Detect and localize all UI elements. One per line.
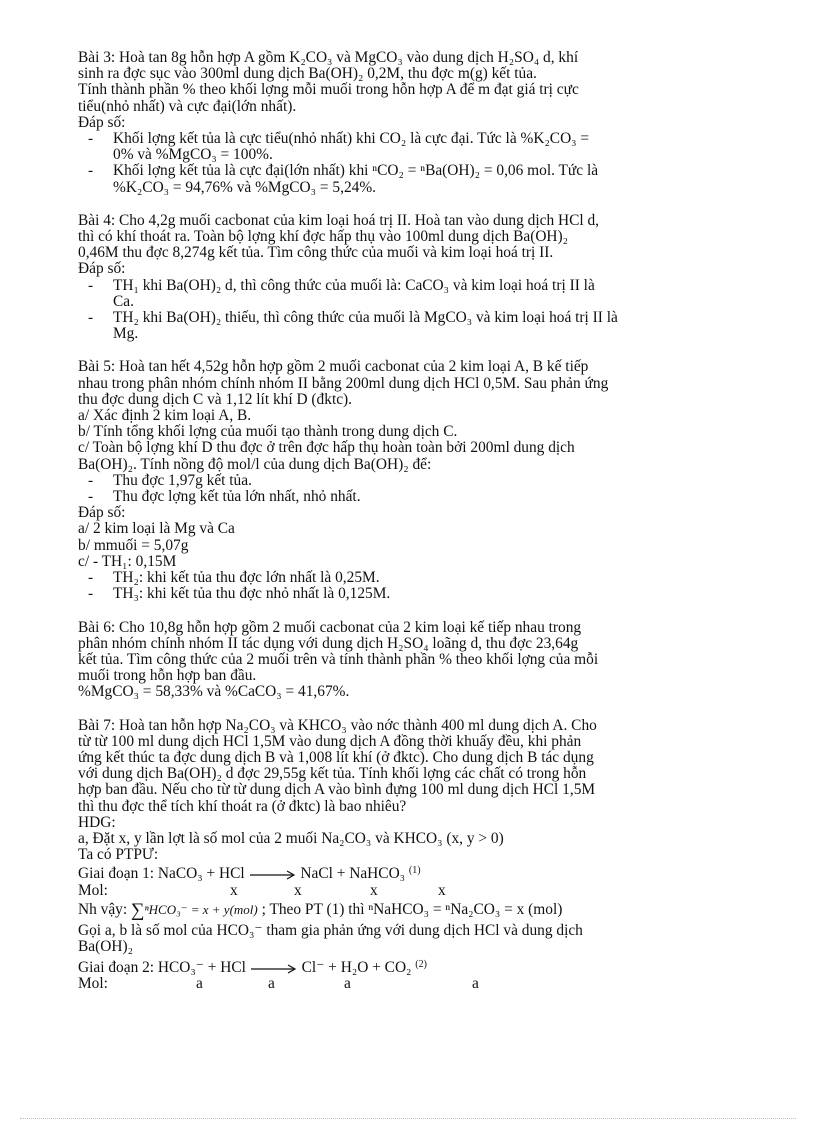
exercise-7-line-2: từ từ 100 ml dung dịch HCl 1,5M vào dung dịch A đồng thời khuấy đều, khi phản (78, 732, 582, 750)
exercise-5-item-1: - Thu đợc 1,97g kết tủa. (88, 471, 252, 489)
exercise-6-line-3: kết tủa. Tìm công thức của 2 muối trên và tính thành phần % theo khối lợng của mỗi (78, 650, 599, 668)
exercise-7-line-3: ứng kết thúc ta đợc dung dịch B và 1,008 lít khí (ở đktc). Cho dung dịch B tác dụng (78, 748, 594, 766)
stage-1-equation: Giai đoạn 1: NaCO₃ + HCl NaCl + NaHCO₃ $^{(1)}$ (78, 865, 421, 883)
exercise-7-line-6: thì thu đợc thể tích khí thoát ra (ở đktc) là bao nhiêu? (78, 797, 407, 815)
bullet-dash-icon: - (88, 569, 94, 587)
exercise-3-answer-item-2: - Khối lợng kết tủa là cực đại(lớn nhất) khi ⁿCO₂ = ⁿBa(OH)₂ = 0,06 mol. Tức là %K₂CO₃ = 94,76% và %MgCO₃ = 5,24%. (88, 162, 599, 196)
exercise-5-line-5: b/ Tính tổng khối lợng của muối tạo thành trong dung dịch C. (78, 423, 458, 441)
exercise-3-line-4: tiểu(nhỏ nhất) và cực đại(lớn nhất). (78, 97, 297, 115)
bullet-dash-icon: - (88, 276, 94, 294)
exercise-7-line-10: Ba(OH)₂ (78, 937, 133, 955)
exercise-3-answer-item-1: - Khối lợng kết tủa là cực tiểu(nhỏ nhất) khi CO₂ là cực đại. Tức là %K₂CO₃ = 0% và %MgCO₃ = 100%. (88, 130, 590, 164)
stage-2-equation: Giai đoạn 2: HCO₃⁻ + HCl Cl⁻ + H₂O + CO₂ $^{(2)}$ (78, 959, 427, 977)
bullet-dash-icon: - (88, 585, 94, 603)
exercise-4-answer-item-2: - TH₂ khi Ba(OH)₂ thiếu, thì công thức của muối là MgCO₃ và kim loại hoá trị II là Mg. (88, 309, 618, 343)
bullet-dash-icon: - (88, 162, 94, 180)
exercise-7-line-4: với dung dịch Ba(OH)₂ d đợc 29,55g kết tủa. Tính khối lợng các chất có trong hỗn (78, 765, 587, 783)
stage-1-mol-row: Mol: x x x x (78, 881, 446, 899)
exercise-4-line-1: Bài 4: Cho 4,2g muối cacbonat của kim loại hoá trị II. Hoà tan vào dung dịch HCl d, (78, 211, 600, 229)
exercise-4-answer-label: Đáp số: (78, 260, 126, 278)
exercise-7 (78, 718, 738, 994)
exercise-5-answer-c-th3: - TH₃: khi kết tủa thu đợc nhỏ nhất là 0,125M. (88, 585, 391, 603)
exercise-5-line-6: c/ Toàn bộ lợng khí D thu đợc ở trên đợc hấp thụ hoàn toàn bởi 200ml dung dịch (78, 439, 575, 457)
exercise-5-line-3: thu đợc dung dịch C và 1,12 lít khí D (đktc). (78, 390, 353, 408)
exercise-5-answer-c: c/ - TH₁: 0,15M (78, 552, 177, 570)
exercise-7-line-9: Gọi a, b là số mol của HCO₃⁻ tham gia phản ứng với dung dịch HCl và dung dịch (78, 921, 583, 939)
exercise-5-line-4: a/ Xác định 2 kim loại A, B. (78, 407, 252, 425)
exercise-3 (78, 50, 738, 196)
exercise-5-answer-b: b/ mmuối = 5,07g (78, 536, 189, 554)
exercise-4 (78, 213, 738, 343)
page-bottom-divider (20, 1118, 796, 1119)
exercise-4-line-3: 0,46M thu đợc 8,274g kết tủa. Tìm công thức của muối và kim loại hoá trị II. (78, 244, 554, 262)
exercise-5-answer-c-th2: - TH₂: khi kết tủa thu đợc lớn nhất là 0,25M. (88, 569, 380, 587)
exercise-6-line-2: phân nhóm chính nhóm II tác dụng với dung dịch H₂SO₄ loãng d, thu đợc 23,64g (78, 634, 579, 652)
bullet-dash-icon: - (88, 471, 94, 489)
sum-equation: Nh vậy: ∑ⁿHCO₃⁻ = x + y(mol) ; Theo PT (1) thì ⁿNaHCO₃ = ⁿNa₂CO₃ = x (mol) (78, 899, 563, 921)
exercise-5-line-2: nhau trong phân nhóm chính nhóm II bằng 200ml dung dịch HCl 0,5M. Sau phản ứng (78, 374, 609, 392)
stage-2-mol-row: Mol: a a a a (78, 975, 479, 993)
reaction-arrow-icon (250, 964, 298, 974)
exercise-4-line-2: thì có khí thoát ra. Toàn bộ lợng khí đợc hấp thụ vào 100ml dung dịch Ba(OH)₂ (78, 228, 569, 246)
exercise-3-line-1: Bài 3: Hoà tan 8g hỗn hợp A gồm K₂CO₃ và MgCO₃ vào dung dịch H₂SO₄ d, khí (78, 49, 579, 66)
exercise-5-line-1: Bài 5: Hoà tan hết 4,52g hỗn hợp gồm 2 muối cacbonat của 2 kim loại A, B kế tiếp (78, 358, 589, 376)
exercise-3-line-3: Tính thành phần % theo khối lợng mỗi muối trong hỗn hợp A để m đạt giá trị cực (78, 81, 579, 99)
exercise-5-line-7: Ba(OH)₂. Tính nồng độ mol/l của dung dịch Ba(OH)₂ để: (78, 455, 432, 473)
exercise-5 (78, 359, 738, 602)
reaction-arrow-icon (249, 870, 297, 880)
exercise-7-line-8: Ta có PTPƯ: (78, 846, 159, 864)
exercise-6-line-4: muối trong hỗn hợp ban đầu. (78, 667, 257, 685)
exercise-7-line-7: a, Đặt x, y lần lợt là số mol của 2 muối Na₂CO₃ và KHCO₃ (x, y > 0) (78, 829, 504, 847)
bullet-dash-icon: - (88, 130, 94, 148)
exercise-7-hdg: HDG: (78, 813, 116, 831)
exercise-5-answer-a: a/ 2 kim loại là Mg và Ca (78, 520, 235, 538)
exercise-4-answer-item-1: - TH₁ khi Ba(OH)₂ d, thì công thức của muối là: CaCO₃ và kim loại hoá trị II là Ca. (88, 276, 595, 310)
exercise-6 (78, 620, 738, 701)
exercise-7-line-1: Bài 7: Hoà tan hỗn hợp Na₂CO₃ và KHCO₃ vào nớc thành 400 ml dung dịch A. Cho (78, 716, 597, 734)
exercise-5-answer-label: Đáp số: (78, 504, 126, 522)
bullet-dash-icon: - (88, 488, 94, 506)
sigma-icon: ∑ (131, 899, 145, 921)
exercise-7-line-5: hợp ban đầu. Nếu cho từ từ dung dịch A vào bình đựng 100 ml dung dịch HCl 1,5M (78, 781, 596, 799)
bullet-dash-icon: - (88, 309, 94, 327)
exercise-3-answer-label: Đáp số: (78, 113, 126, 131)
document-page (78, 50, 738, 993)
exercise-6-result: %MgCO₃ = 58,33% và %CaCO₃ = 41,67%. (78, 683, 350, 701)
exercise-3-line-2: sinh ra đợc sục vào 300ml dung dịch Ba(OH)₂ 0,2M, thu đợc m(g) kết tủa. (78, 65, 537, 83)
exercise-6-line-1: Bài 6: Cho 10,8g hỗn hợp gồm 2 muối cacbonat của 2 kim loại kế tiếp nhau trong (78, 618, 582, 636)
exercise-5-item-2: - Thu đợc lợng kết tủa lớn nhất, nhỏ nhất. (88, 488, 361, 506)
